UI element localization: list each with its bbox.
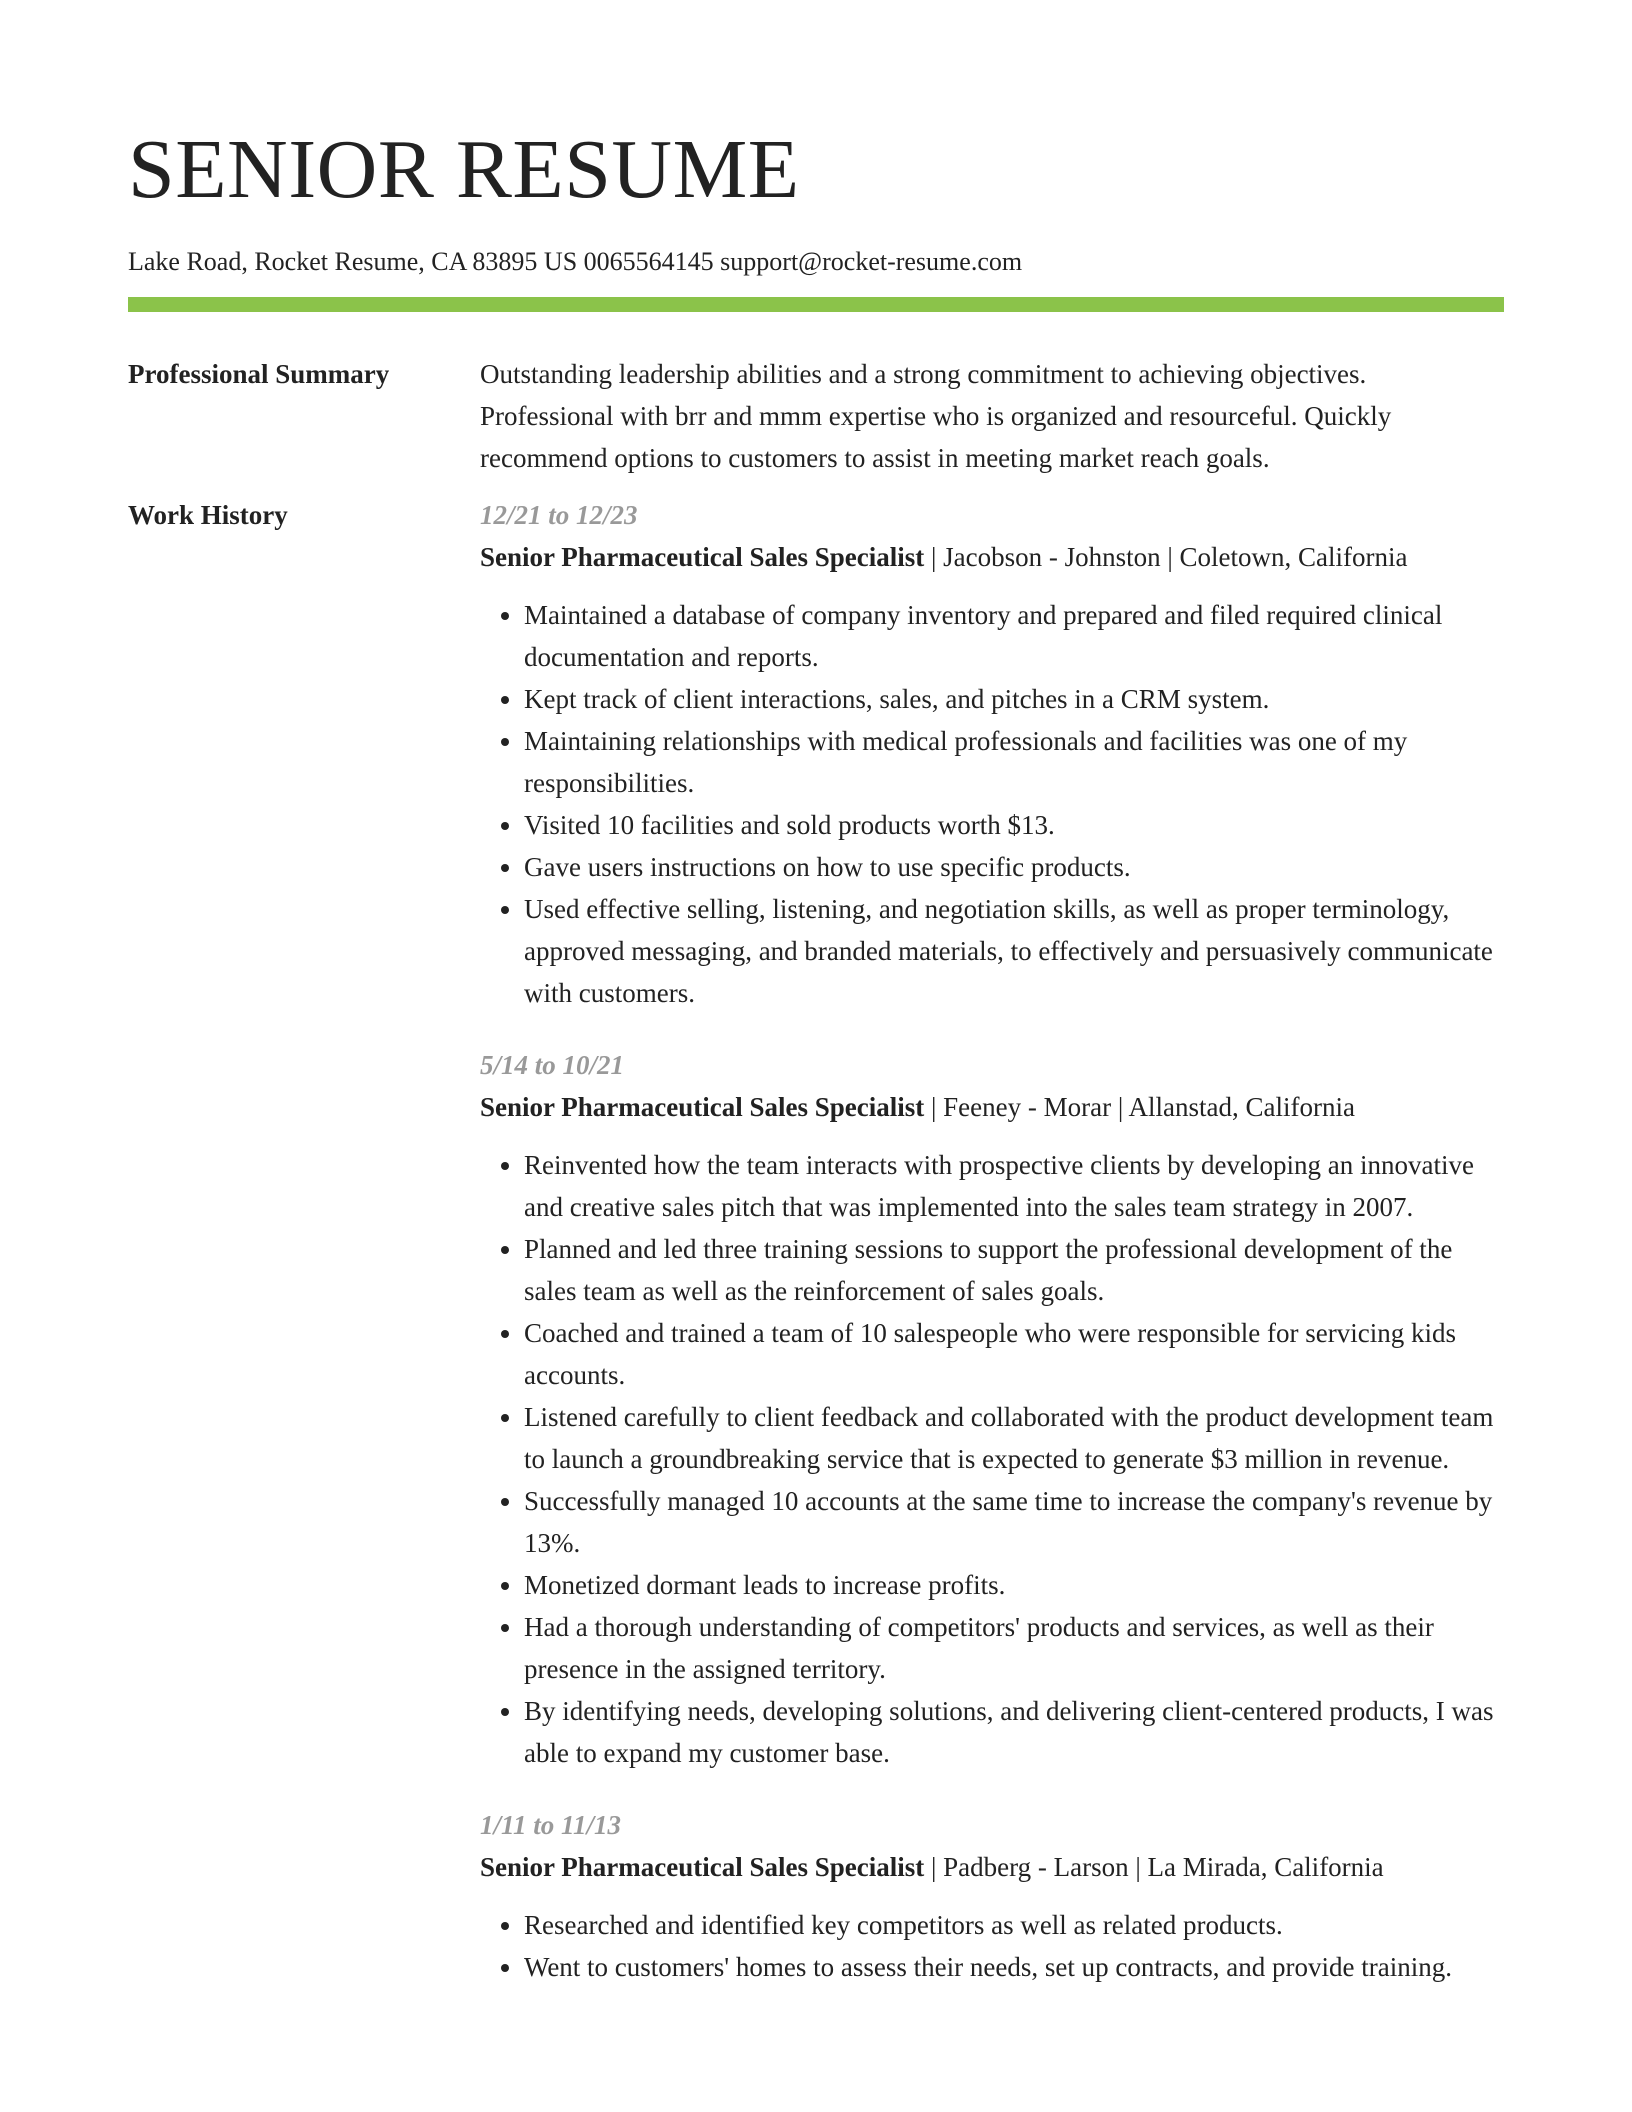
job-dates: 5/14 to 10/21 — [480, 1050, 625, 1080]
work-history-section — [128, 500, 1504, 2018]
job-dates: 12/21 to 12/23 — [480, 500, 638, 530]
job-title: Senior Pharmaceutical Sales Specialist — [480, 542, 925, 572]
job-title-line — [480, 1846, 1504, 1888]
job-bullet: • Gave users instructions on how to use specific products. — [524, 846, 1504, 888]
job-details: | Feeney - Morar | Allanstad, California — [924, 1092, 1355, 1122]
job-bullet-list — [480, 594, 1504, 1014]
job-bullet: • Maintaining relationships with medical professionals and facilities was one of my responsibilities. — [524, 720, 1504, 804]
job-bullet: • Monetized dormant leads to increase profits. — [524, 1564, 1504, 1606]
job-bullet-list — [480, 1904, 1504, 1988]
resume-name: SENIOR RESUME — [128, 123, 800, 216]
job-title-line — [480, 1086, 1504, 1128]
job-details: | Jacobson - Johnston | Coletown, California — [924, 542, 1408, 572]
job-bullet: • Had a thorough understanding of competitors' products and services, as well as their presence in the assigned territory. — [524, 1606, 1504, 1690]
job-entry — [480, 1804, 1504, 1988]
job-bullet: • Kept track of client interactions, sales, and pitches in a CRM system. — [524, 678, 1504, 720]
job-entry — [480, 1044, 1504, 1774]
job-bullet: • Reinvented how the team interacts with prospective clients by developing an innovative and creative sales pitch that was implemented into the sales team strategy in 2007. — [524, 1144, 1504, 1228]
job-bullet: • Maintained a database of company inventory and prepared and filed required clinical documentation and reports. — [524, 594, 1504, 678]
work-history-body — [480, 494, 1504, 2018]
job-bullet: • Successfully managed 10 accounts at the same time to increase the company's revenue by 13%. — [524, 1480, 1504, 1564]
job-bullet: • Researched and identified key competitors as well as related products. — [524, 1904, 1504, 1946]
professional-summary-section — [128, 359, 1504, 479]
job-dates: 1/11 to 11/13 — [480, 1810, 622, 1840]
job-bullet: • Coached and trained a team of 10 salespeople who were responsible for servicing kids accounts. — [524, 1312, 1504, 1396]
job-bullet: • Visited 10 facilities and sold products worth $13. — [524, 804, 1504, 846]
job-title-line — [480, 536, 1504, 578]
header-divider — [128, 297, 1504, 312]
job-bullet: • Listened carefully to client feedback and collaborated with the product development team to launch a groundbreaking service that is expected to generate $3 million in revenue. — [524, 1396, 1504, 1480]
contact-line: Lake Road, Rocket Resume, CA 83895 US 0065564145 support@rocket-resume.com — [128, 247, 1023, 276]
section-label-work-history: Work History — [128, 500, 288, 530]
job-title: Senior Pharmaceutical Sales Specialist — [480, 1852, 925, 1882]
job-bullet-list — [480, 1144, 1504, 1774]
section-label-summary: Professional Summary — [128, 359, 390, 389]
job-bullet: • By identifying needs, developing solutions, and delivering client-centered products, I was able to expand my customer base. — [524, 1690, 1504, 1774]
job-entry — [480, 494, 1504, 1014]
job-details: | Padberg - Larson | La Mirada, California — [924, 1852, 1384, 1882]
resume-page — [128, 0, 1504, 2018]
summary-text: Outstanding leadership abilities and a strong commitment to achieving objectives. Professional with brr and mmm expertise who is organized and resourceful. Quickly recommend options to customers to assist in meeting market reach goals. — [480, 359, 1392, 473]
job-title: Senior Pharmaceutical Sales Specialist — [480, 1092, 925, 1122]
job-bullet: • Went to customers' homes to assess their needs, set up contracts, and provide training. — [524, 1946, 1504, 1988]
job-bullet: • Used effective selling, listening, and negotiation skills, as well as proper terminology, approved messaging, and branded materials, to effectively and persuasively communicate with customers. — [524, 888, 1504, 1014]
summary-body — [480, 353, 1504, 479]
job-bullet: • Planned and led three training sessions to support the professional development of the sales team as well as the reinforcement of sales goals. — [524, 1228, 1504, 1312]
